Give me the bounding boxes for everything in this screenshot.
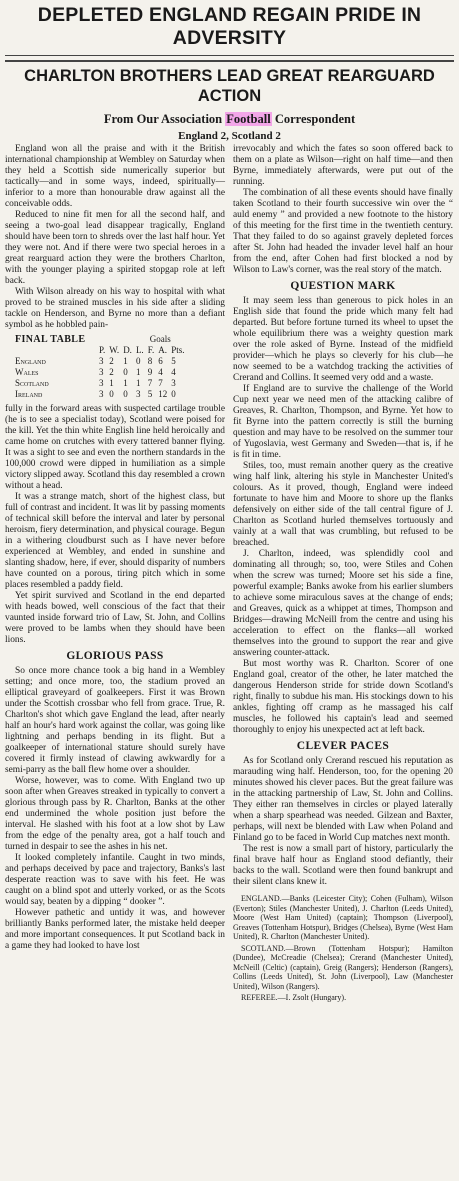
table-cell: 4: [158, 367, 163, 377]
table-cell: 3: [99, 389, 104, 399]
col2c-paragraphs: [233, 756, 453, 888]
paragraph: With Wilson already on his way to hospital with what proved to be strained muscles in his side after a sliding tackle on Henderson, and Byrne no more than a defiant symbol as he hobbled pain-: [5, 287, 225, 330]
column-left: [5, 144, 225, 1005]
team-name: England: [15, 356, 46, 366]
table-row: [13, 389, 187, 400]
table-cell: 0: [171, 389, 176, 399]
byline-highlight: Football: [226, 112, 271, 126]
table-cell: 1: [109, 378, 114, 388]
table-cell: 1: [123, 378, 128, 388]
team-lineups: [233, 894, 453, 1003]
table-cell: 7: [158, 378, 163, 388]
table-row: [13, 356, 187, 367]
newspaper-page: [0, 4, 459, 1181]
article-columns: [5, 144, 454, 1005]
paragraph: So once more chance took a big hand in a Wembley setting; and once more, too, the stadium proved an elliptical graveyard of goalkeepers. First it was Brown under the Scottish crossbar who fell from grace. True, R. Charlton's shot which gave England the lead, after nearly half an hour's hard work against the collar, was going like lightning and perhaps bending in its flight. But a goalkeeper of international stature should surely have covered it firmly instead of clawing awkwardly for a semi-parry as the ball flew home over a shoulder.: [5, 666, 225, 775]
section-heading: GLORIOUS PASS: [66, 650, 164, 662]
paragraph: fully in the forward areas with suspected cartilage trouble (he is to see a specialist today), Scotland were poised for the kill. Yet the thin white English line held heroically and came home on crutches with every tattered banner flying. It was a sight to see and even the northern standards in the 100,000 crowd were dipped in humiliation as a simple victory slipped away. Scotland this day resembled a crown without a head.: [5, 404, 225, 491]
final-table-title: FINAL TABLE: [15, 334, 86, 345]
lineup-scotland: SCOTLAND.—Brown (Tottenham Hotspur); Hamilton (Dundee), McCreadie (Chelsea); Crerand (Manchester United), McNeill (Celtic) (captain), Greig (Rangers); Henderson (Rangers), Collins (Leeds United), St. John (Liverpool), Law (Manchester United), Wilson (Rangers).: [233, 943, 453, 991]
table-cell: 2: [109, 356, 114, 366]
table-cell: 6: [158, 356, 163, 366]
col1c-paragraphs: [5, 666, 225, 952]
table-cell: 3: [99, 378, 104, 388]
table-header: P.: [99, 345, 106, 355]
col2-paragraphs: [233, 144, 453, 276]
divider: [5, 60, 454, 62]
paragraph: It was a strange match, short of the highest class, but full of contrast and incident. It was lit by passing moments of technical skill before the interval and later by personal heroism, fiery determination, and physical courage. Begun in a withering cloudburst such as I have never before experienced at Wembley, and ended in sunshine and slanting shadow, here, if ever, should disparity of numbers have counted on a porous, tiring pitch which in some places resembled a paddy field.: [5, 492, 226, 590]
team-name: Ireland: [15, 389, 43, 399]
table-cell: 3: [135, 389, 141, 399]
paragraph: England won all the praise and with it the British international championship at Wembley on Saturday when they held a Scottish side numerically superior but tactically—and in some ways, indeed, spiritually—inferior to a more than honourable draw against all the conceivable odds.: [5, 144, 225, 209]
table-cell: 1: [123, 356, 128, 366]
team-name: Scotland: [15, 378, 49, 388]
col1-paragraphs: [5, 144, 225, 331]
paragraph: Reduced to nine fit men for all the second half, and seeing a two-goal lead disappear tragically, England should have been torn to shreds over the last half hour. Yet they were not. And if there were two special heroes in a great rearguard action they were the brothers Charlton, with the younger playing a spirited stopgap role at left back.: [5, 210, 225, 286]
goals-label: Goals: [149, 334, 171, 344]
table-cell: 5: [147, 389, 153, 399]
table-cell: 0: [123, 389, 128, 399]
section-heading: QUESTION MARK: [290, 280, 396, 292]
table-header: Pts.: [171, 345, 185, 355]
table-cell: 3: [99, 356, 104, 366]
lineup-england: ENGLAND.—Banks (Leicester City); Cohen (Fulham), Wilson (Everton); Stiles (Manchester United), J. Charlton (Leeds United), Moore (West Ham United) (captain); Thompson (Liverpool), Greaves (Tottenham Hotspur), Bridges (Chelsea), Byrne (West Ham United), R. Charlton (Manchester United).: [233, 894, 453, 941]
paragraph: irrevocably and which the fates so soon offered back to them on a plate as Wilson—right on half time—and then Byrne, immediately afterwards, were put out of the running.: [233, 144, 453, 187]
paragraph: If England are to survive the challenge of the World Cup next year we need men of the attacking calibre of Greaves, R. Charlton, Thompson, and Byrne. Yet how to fit Byrne into the pattern correctly is still the burning question and may have to be resolved on the summer tour of Yugoslavia, west Germany and Sweden—that is, if he is fit in time.: [233, 384, 453, 460]
col1b-paragraphs: [5, 404, 225, 646]
table-cell: 1: [135, 367, 141, 377]
paragraph: The combination of all these events should have finally taken Scotland to their fourth successive win over the “ auld enemy ” and provided a new footnote to the history of this meeting for the first time in the twentieth century. That they failed to do so against gravely depleted forces after St. John had headed the invader level half an hour from the end, after Cohen had first blocked a nod by Wilson to Law's corner, was the real story of the match.: [233, 188, 453, 275]
table-cell: 0: [109, 389, 114, 399]
table-cell: 9: [147, 367, 153, 377]
paragraph: However pathetic and untidy it was, and however brilliantly Banks performed later, the mistake held deeper and more important consequences. It put Scotland back in a game they had looked to have lost: [5, 908, 225, 951]
paragraph: As for Scotland only Crerand rescued his reputation as marauding wing half. Henderson, too, for the opening 20 minutes showed his clever paces. But the great failure was in the attacking partnership of Law, St. John and Collins. They either ran themselves in circles or played laterally when a sharp spearhead was needed. Gilzean and Baxter, perhaps, will next be blended with Law when Poland and Finland go to be faced in World Cup matches next month.: [233, 756, 453, 843]
paragraph: Worse, however, was to come. With England two up soon after when Greaves streaked in typically to convert a glorious through pass by R. Charlton, Banks at the other end undermined the whole position just before the interval. He slashed with his foot at a low shot by Law from the edge of the penalty area, got a half touch and turned in despair to see the ashes in his net.: [5, 776, 225, 852]
table-cell: 7: [147, 378, 153, 388]
paragraph: It may seem less than generous to pick holes in an English side that found the pride which many felt had departed. But before fortune turned its wheel to upset the whole equilibrium there was a weighty question mark over the role asked of Byrne. Instead of the midfield provider—which he plays so cleverly for his club—he now seemed to be a watchdog tracking the activities of Crerand and Collins. It seemed very odd and a waste.: [233, 296, 453, 383]
table-cell: 3: [171, 378, 176, 388]
paragraph: It looked completely infantile. Caught in two minds, and perhaps deceived by pace and trajectory, Banks's last desperate reaction was to save with his feet. He was caught on a blind spot and utterly vorked, or as the Scots would say, beaten by a dipping “ dooker ”.: [5, 853, 225, 907]
table-cell: 5: [171, 356, 176, 366]
referee-line: REFEREE.—I. Zsolt (Hungary).: [241, 993, 347, 1002]
table-header: F.: [147, 345, 155, 355]
table-header: D.: [123, 345, 132, 355]
paragraph: Stiles, too, must remain another query as the creative wing half link, altering his style in Manchester United's colours. As it proved, though, England were indeed fortunate to have him and Moore to shore up the flanks defensively on either side of the tall central figure of J. Charlton as Scotland hurled themselves tortuously and vainly at a wall that was crumbling, but refused to be breached.: [233, 461, 453, 548]
table-cell: 1: [135, 378, 141, 388]
byline: [5, 112, 454, 127]
team-name: Wales: [15, 367, 39, 377]
final-table: [13, 334, 187, 400]
column-right: [233, 144, 453, 1005]
table-cell: 0: [135, 356, 141, 366]
table-cell: 2: [109, 367, 114, 377]
table-cell: 8: [147, 356, 153, 366]
table-header: W.: [109, 345, 120, 355]
paragraph: Yet spirit survived and Scotland in the end departed with heads bowed, well conscious of the fact that their vaunted inside forward trio of Law, St. John, and Collins were proved to be lambs when they should have been lions.: [5, 591, 225, 645]
table-header: A.: [158, 345, 167, 355]
table-row: [13, 378, 187, 389]
table-cell: 0: [123, 367, 128, 377]
table-cell: 12: [158, 389, 168, 399]
byline-after: Correspondent: [271, 112, 356, 126]
byline-before: From Our Association: [103, 112, 226, 126]
paragraph: The rest is now a small part of history, particularly the final brave half hour as England stood defiantly, their backs to the wall. Scotland were then found bankrupt and their silent clans knew it.: [233, 844, 453, 887]
score-line: England 2, Scotland 2: [178, 130, 281, 142]
section-heading: CLEVER PACES: [296, 740, 390, 752]
subheadline: CHARLTON BROTHERS LEAD GREAT REARGUARD ACTION: [24, 67, 435, 105]
table-row: [13, 367, 187, 378]
table-header: L.: [135, 345, 144, 355]
col2b-paragraphs: [233, 296, 453, 736]
table-cell: 4: [171, 367, 176, 377]
divider: [5, 55, 454, 56]
table-cell: 3: [99, 367, 104, 377]
paragraph: J. Charlton, indeed, was splendidly cool and dominating all through; so, too, were Stiles and Cohen when the screw was turned; Moore set his side a fine, powerful example; Banks awoke from his earlier slumbers to achieve some miraculous saves at the change of ends; and Greaves, quick as a whippet at times, Thompson and Bridges—drawing McNeill from the centre and using his acceleration to effect on the flanks—all worked themselves into the ground to support the rear and give answering counter-attack.: [233, 549, 453, 658]
headline: DEPLETED ENGLAND REGAIN PRIDE IN ADVERSITY: [37, 4, 422, 49]
paragraph: But most worthy was R. Charlton. Scorer of one England goal, creator of the other, he later matched the dangerous Henderson stride for stride down Scotland's right, finally to subdue his man. His stockings down to his ankles, fighting off cramp as he massaged his calf muscles, he followed his captain's lead and seemed thoroughly to enjoy his unexpected act at left back.: [233, 659, 453, 735]
